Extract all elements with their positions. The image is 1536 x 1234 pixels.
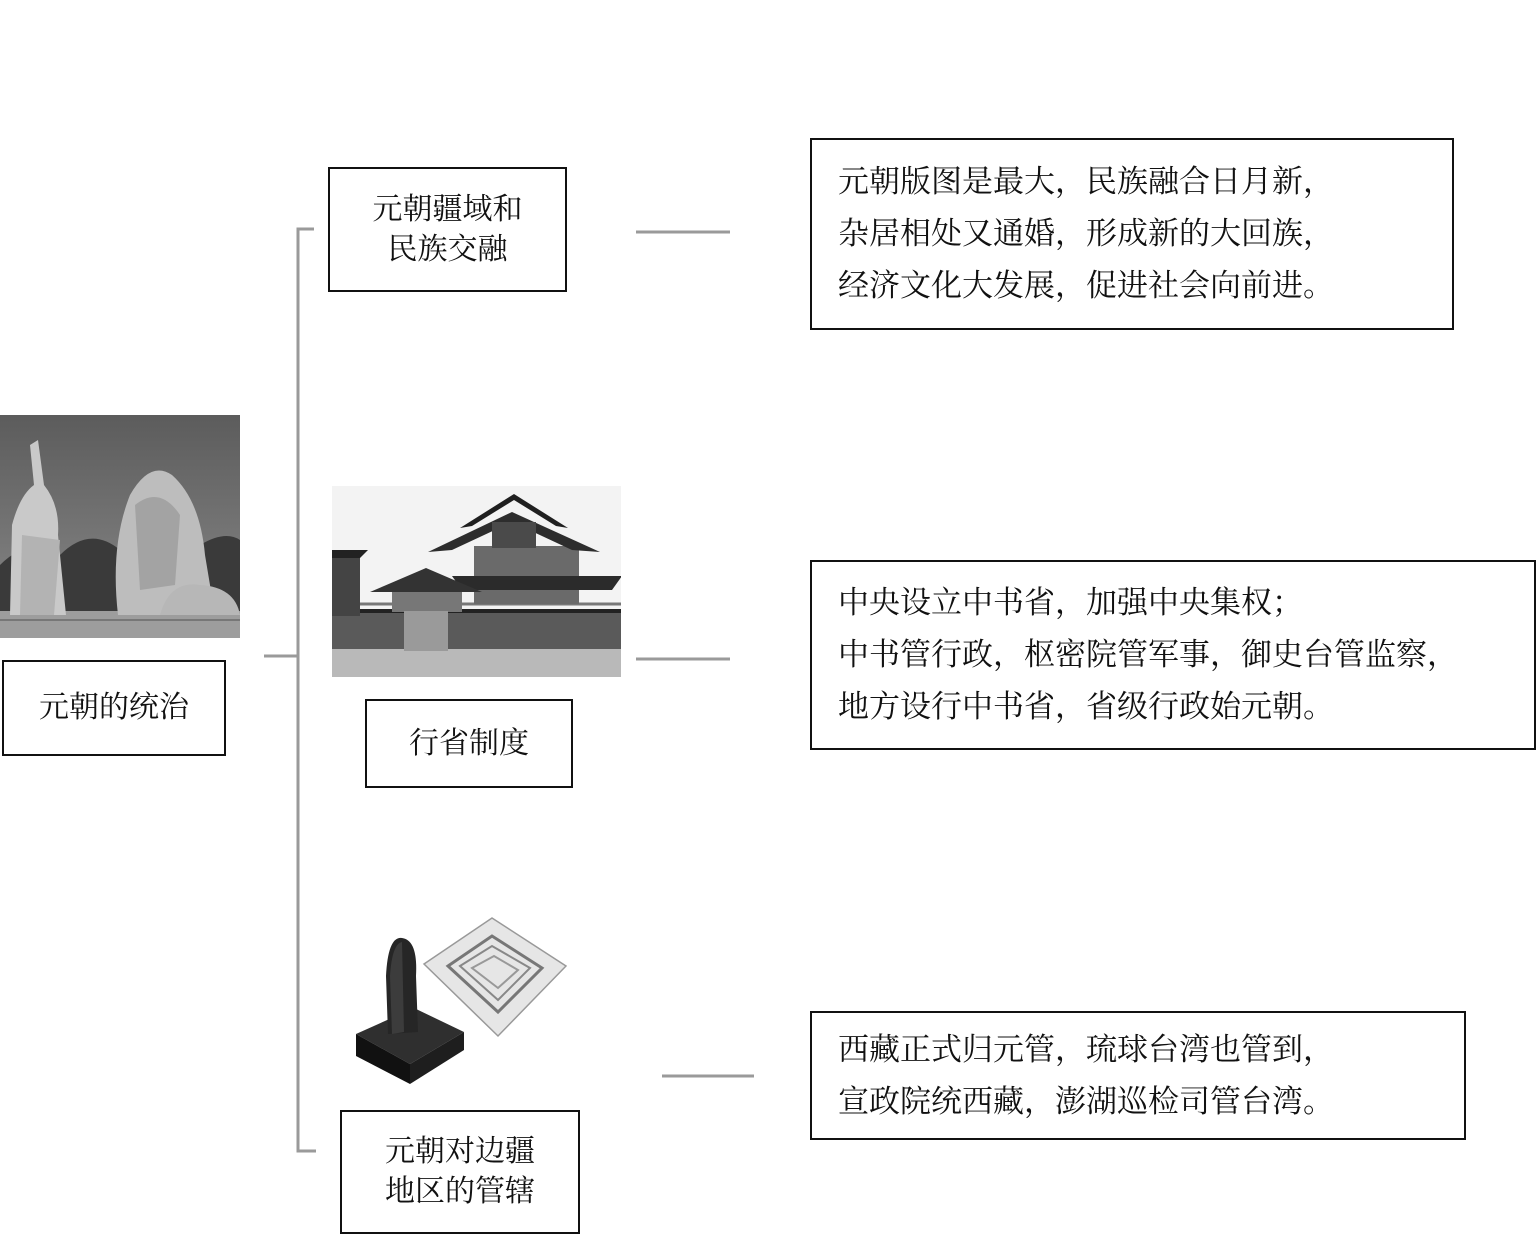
branch-3-description — [810, 1011, 1466, 1140]
branch-3-title-line: 元朝对边疆 — [385, 1134, 535, 1169]
branch-1-title-line: 民族交融 — [387, 231, 508, 267]
official-seal-photo — [352, 916, 567, 1088]
branch-2-description — [810, 560, 1536, 750]
palace-building-photo — [332, 486, 621, 677]
branch-2-title[interactable] — [365, 699, 573, 788]
yuan-statues-photo — [0, 415, 240, 638]
description-line: 中央设立中书省，加强中央集权； — [838, 585, 1303, 621]
branch-3-title-line: 地区的管辖 — [385, 1174, 535, 1209]
description-line: 经济文化大发展，促进社会向前进。 — [838, 268, 1334, 304]
description-line: 杂居相处又通婚，形成新的大回族， — [838, 216, 1334, 252]
root-node[interactable] — [2, 660, 226, 756]
branch-3-title[interactable] — [340, 1110, 580, 1234]
branch-1-title-line: 元朝疆域和 — [372, 191, 523, 227]
description-line: 西藏正式归元管，琉球台湾也管到， — [838, 1031, 1334, 1068]
branch-1-title[interactable] — [328, 167, 567, 292]
root-label: 元朝的统治 — [39, 690, 189, 725]
description-line: 地方设行中书省，省级行政始元朝。 — [838, 689, 1334, 725]
description-line: 元朝版图是最大，民族融合日月新， — [838, 164, 1334, 200]
branch-1-description — [810, 138, 1454, 330]
branch-2-title-line: 行省制度 — [409, 725, 529, 761]
main-bracket — [298, 229, 316, 1151]
description-line: 宣政院统西藏，澎湖巡检司管台湾。 — [838, 1083, 1334, 1120]
description-line: 中书管行政，枢密院管军事，御史台管监察， — [838, 637, 1458, 673]
